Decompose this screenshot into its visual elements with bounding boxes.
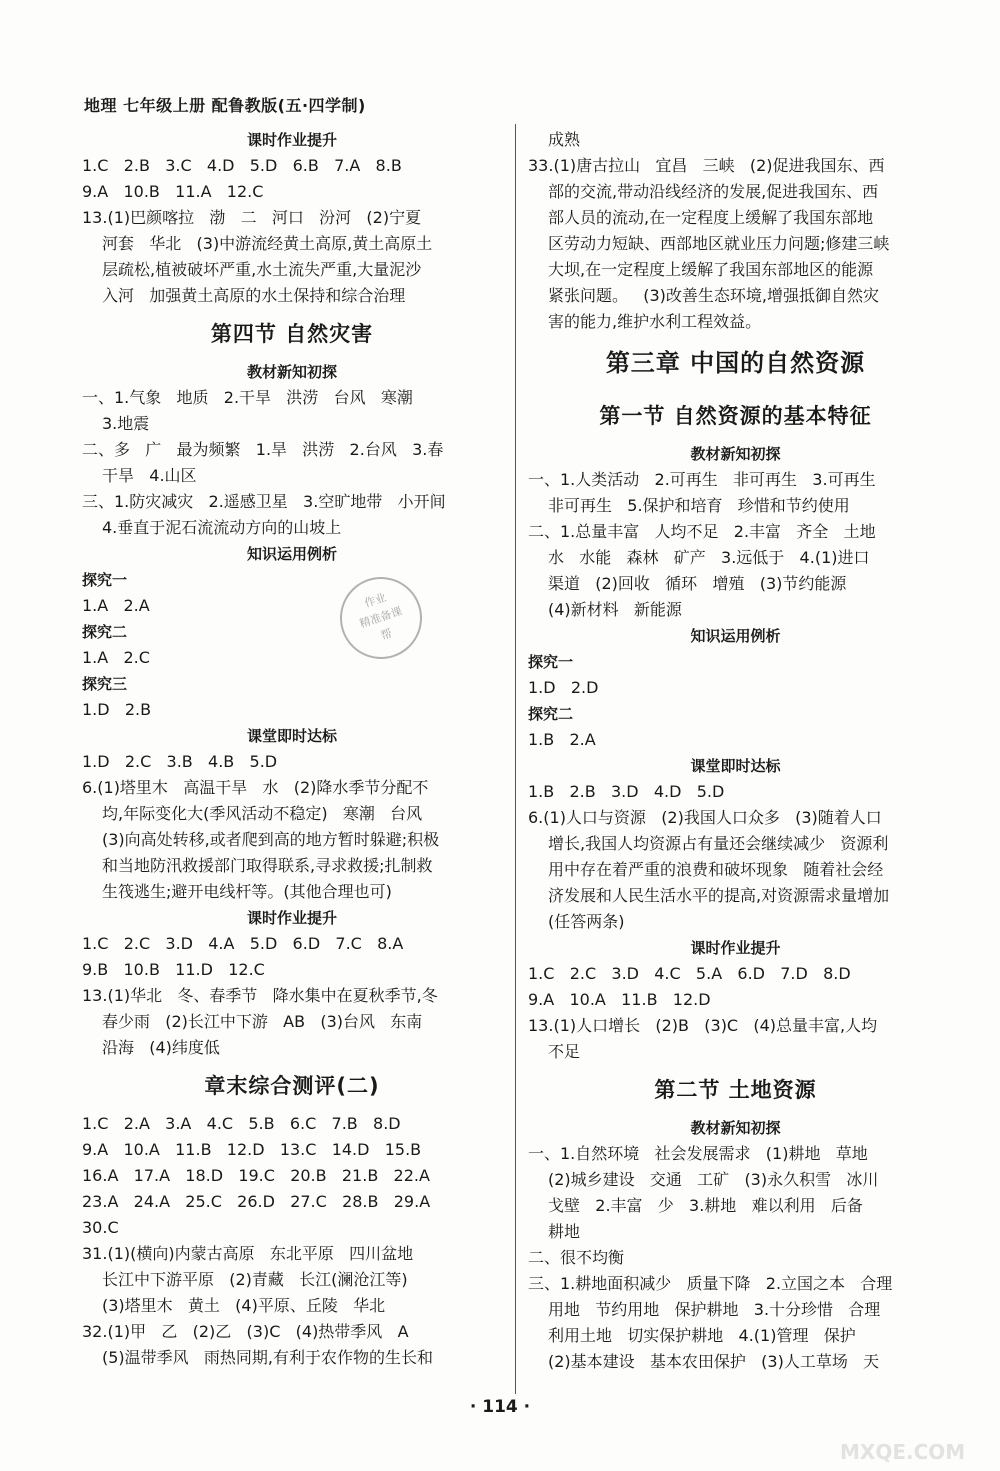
answer-line: 1.C 2.C 3.D 4.C 5.A 6.D 7.D 8.D xyxy=(528,964,851,983)
answer-line: 9.A 10.A 11.B 12.D xyxy=(528,990,711,1009)
answer-line: 23.A 24.A 25.C 26.D 27.C 28.B 29.A xyxy=(82,1192,431,1211)
column-divider xyxy=(515,124,516,1394)
answer-line-continued: 沿海 (4)纬度低 xyxy=(102,1038,220,1057)
answer-line-continued: (3)向高处转移,或者爬到高的地方暂时躲避;积极 xyxy=(102,830,440,849)
answer-line: 31.(1)(横向)内蒙古高原 东北平原 四川盆地 xyxy=(82,1244,414,1263)
answer-line-continued: 部人员的流动,在一定程度上缓解了我国东部地 xyxy=(548,208,874,227)
answer-line: 二、很不均衡 xyxy=(528,1248,625,1267)
answer-line-continued: 用地 节约用地 保护耕地 3.十分珍惜 合理 xyxy=(548,1300,881,1319)
answer-line-continued: 成熟 xyxy=(548,130,581,149)
subsection-heading: 课时作业提升 xyxy=(246,909,337,927)
subsection-heading: 教材新知初探 xyxy=(690,445,781,463)
answer-line: 32.(1)甲 乙 (2)乙 (3)C (4)热带季风 A xyxy=(82,1322,409,1341)
subsection-heading: 教材新知初探 xyxy=(246,363,337,381)
answer-line-continued: 渠道 (2)回收 循环 增殖 (3)节约能源 xyxy=(548,574,847,593)
answer-line: 9.A 10.A 11.B 12.D 13.C 14.D 15.B xyxy=(82,1140,422,1159)
answer-line-continued: (3)塔里木 黄土 (4)平原、丘陵 华北 xyxy=(102,1296,386,1315)
answer-line-continued: 非可再生 5.保护和培育 珍惜和节约使用 xyxy=(548,496,850,515)
answer-line-continued: 不足 xyxy=(548,1042,581,1061)
answer-line-continued: 3.地震 xyxy=(102,414,150,433)
answer-line-continued: (4)新材料 新能源 xyxy=(548,600,682,619)
left-column xyxy=(82,127,502,1371)
answer-line: 1.B 2.A xyxy=(528,730,596,749)
answer-line: 1.D 2.D xyxy=(528,678,599,697)
answer-line-continued: 耕地 xyxy=(548,1222,581,1241)
answer-line: 33.(1)唐古拉山 宜昌 三峡 (2)促进我国东、西 xyxy=(528,156,885,175)
page-number: · 114 · xyxy=(469,1397,531,1417)
answer-line: 30.C xyxy=(82,1218,119,1237)
stamp-text-2: 精准备课 xyxy=(357,604,404,631)
section-title: 第一节 自然资源的基本特征 xyxy=(599,404,872,428)
answer-line-continued: 生筏逃生;避开电线杆等。(其他合理也可) xyxy=(102,882,392,901)
answer-line-continued: 紧张问题。 (3)改善生态环境,增强抵御自然灾 xyxy=(548,286,880,305)
answer-line: 13.(1)巴颜喀拉 渤 二 河口 汾河 (2)宁夏 xyxy=(82,208,422,227)
answer-line: 一、1.人类活动 2.可再生 非可再生 3.可再生 xyxy=(528,470,876,489)
answer-line-continued: 长江中下游平原 (2)青藏 长江(澜沧江等) xyxy=(102,1270,408,1289)
answer-line-continued: (任答两条) xyxy=(548,912,625,931)
answer-line-continued: 均,年际变化大(季风活动不稳定) 寒潮 台风 xyxy=(102,804,423,823)
answer-line: 16.A 17.A 18.D 19.C 20.B 21.B 22.A xyxy=(82,1166,430,1185)
answer-line: 三、1.防灾减灾 2.遥感卫星 3.空旷地带 小开间 xyxy=(82,492,446,511)
inquiry-label: 探究一 xyxy=(528,653,574,671)
answer-line-continued: 大坝,在一定程度上缓解了我国东部地区的能源 xyxy=(548,260,874,279)
answer-line-continued: 干旱 4.山区 xyxy=(102,466,197,485)
answer-line-continued: 利用土地 切实保护耕地 4.(1)管理 保护 xyxy=(548,1326,856,1345)
answer-line: 1.A 2.A xyxy=(82,596,150,615)
answer-line: 1.C 2.B 3.C 4.D 5.D 6.B 7.A 8.B xyxy=(82,156,402,175)
section-title: 章末综合测评(二) xyxy=(204,1074,380,1098)
answer-line-continued: 河套 华北 (3)中游流经黄土高原,黄土高原土 xyxy=(102,234,433,253)
answer-line: 6.(1)塔里木 高温干旱 水 (2)降水季节分配不 xyxy=(82,778,429,797)
answer-line: 9.B 10.B 11.D 12.C xyxy=(82,960,265,979)
right-column xyxy=(528,127,943,1375)
answer-line-continued: 春少雨 (2)长江中下游 AB (3)台风 东南 xyxy=(102,1012,423,1031)
inquiry-label: 探究二 xyxy=(528,705,574,723)
answer-line-continued: 层疏松,植被破坏严重,水土流失严重,大量泥沙 xyxy=(102,260,422,279)
watermark-text: MXQE.COM xyxy=(840,1440,966,1464)
answer-line: 一、1.自然环境 社会发展需求 (1)耕地 草地 xyxy=(528,1144,868,1163)
answer-line-continued: 水 水能 森林 矿产 3.远低于 4.(1)进口 xyxy=(548,548,870,567)
answer-line: 三、1.耕地面积减少 质量下降 2.立国之本 合理 xyxy=(528,1274,893,1293)
section-title: 第四节 自然灾害 xyxy=(210,322,374,346)
answer-line-continued: 戈壁 2.丰富 少 3.耕地 难以利用 后备 xyxy=(548,1196,863,1215)
answer-line: 1.A 2.C xyxy=(82,648,150,667)
inquiry-label: 探究一 xyxy=(82,571,128,589)
answer-line: 一、1.气象 地质 2.干旱 洪涝 台风 寒潮 xyxy=(82,388,413,407)
inquiry-label: 探究二 xyxy=(82,623,128,641)
chapter-title: 第三章 中国的自然资源 xyxy=(605,349,866,377)
answer-line-continued: (2)城乡建设 交通 工矿 (3)永久积雪 冰川 xyxy=(548,1170,879,1189)
subsection-heading: 课堂即时达标 xyxy=(690,757,781,775)
answer-line-continued: 4.垂直于泥石流流动方向的山坡上 xyxy=(102,518,342,537)
answer-line: 1.D 2.B xyxy=(82,700,152,719)
subsection-heading: 教材新知初探 xyxy=(690,1119,781,1137)
answer-line-continued: 济发展和人民生活水平的提高,对资源需求量增加 xyxy=(548,886,890,905)
answer-line-continued: 部的交流,带动沿线经济的发展,促进我国东、西 xyxy=(548,182,879,201)
subsection-heading: 课时作业提升 xyxy=(690,939,781,957)
subsection-heading: 知识运用例析 xyxy=(246,545,337,563)
answer-line-continued: 增长,我国人均资源占有量还会继续减少 资源利 xyxy=(548,834,889,853)
answer-line: 1.C 2.A 3.A 4.C 5.B 6.C 7.B 8.D xyxy=(82,1114,401,1133)
page-header: 地理 七年级上册 配鲁教版(五·四学制) xyxy=(84,96,366,115)
subsection-heading: 知识运用例析 xyxy=(690,627,781,645)
answer-line-continued: 入河 加强黄土高原的水土保持和综合治理 xyxy=(102,286,406,305)
stamp-text-1: 作业 xyxy=(362,590,388,610)
answer-line: 1.D 2.C 3.B 4.B 5.D xyxy=(82,752,278,771)
answer-line: 二、多 广 最为频繁 1.旱 洪涝 2.台风 3.春 xyxy=(82,440,444,459)
answer-line-continued: 用中存在着严重的浪费和破坏现象 随着社会经 xyxy=(548,860,884,879)
answer-line: 13.(1)人口增长 (2)B (3)C (4)总量丰富,人均 xyxy=(528,1016,878,1035)
answer-line: 9.A 10.B 11.A 12.C xyxy=(82,182,264,201)
answer-line: 1.C 2.C 3.D 4.A 5.D 6.D 7.C 8.A xyxy=(82,934,404,953)
answer-line-continued: (5)温带季风 雨热同期,有利于农作物的生长和 xyxy=(102,1348,434,1367)
answer-line-continued: (2)基本建设 基本农田保护 (3)人工草场 天 xyxy=(548,1352,880,1371)
answer-line: 二、1.总量丰富 人均不足 2.丰富 齐全 土地 xyxy=(528,522,876,541)
subsection-heading: 课时作业提升 xyxy=(246,131,337,149)
stamp-text-3: 帮 xyxy=(379,626,394,643)
inquiry-label: 探究三 xyxy=(82,675,128,693)
answer-line-continued: 害的能力,维护水利工程效益。 xyxy=(548,312,762,331)
section-title: 第二节 土地资源 xyxy=(654,1078,817,1102)
answer-line-continued: 和当地防汛救援部门取得联系,寻求救援;扎制救 xyxy=(102,856,433,875)
answer-line: 1.B 2.B 3.D 4.D 5.D xyxy=(528,782,725,801)
subsection-heading: 课堂即时达标 xyxy=(246,727,337,745)
answer-line: 13.(1)华北 冬、春季节 降水集中在夏秋季节,冬 xyxy=(82,986,438,1005)
answer-line: 6.(1)人口与资源 (2)我国人口众多 (3)随着人口 xyxy=(528,808,882,827)
answer-line-continued: 区劳动力短缺、西部地区就业压力问题;修建三峡 xyxy=(548,234,890,253)
